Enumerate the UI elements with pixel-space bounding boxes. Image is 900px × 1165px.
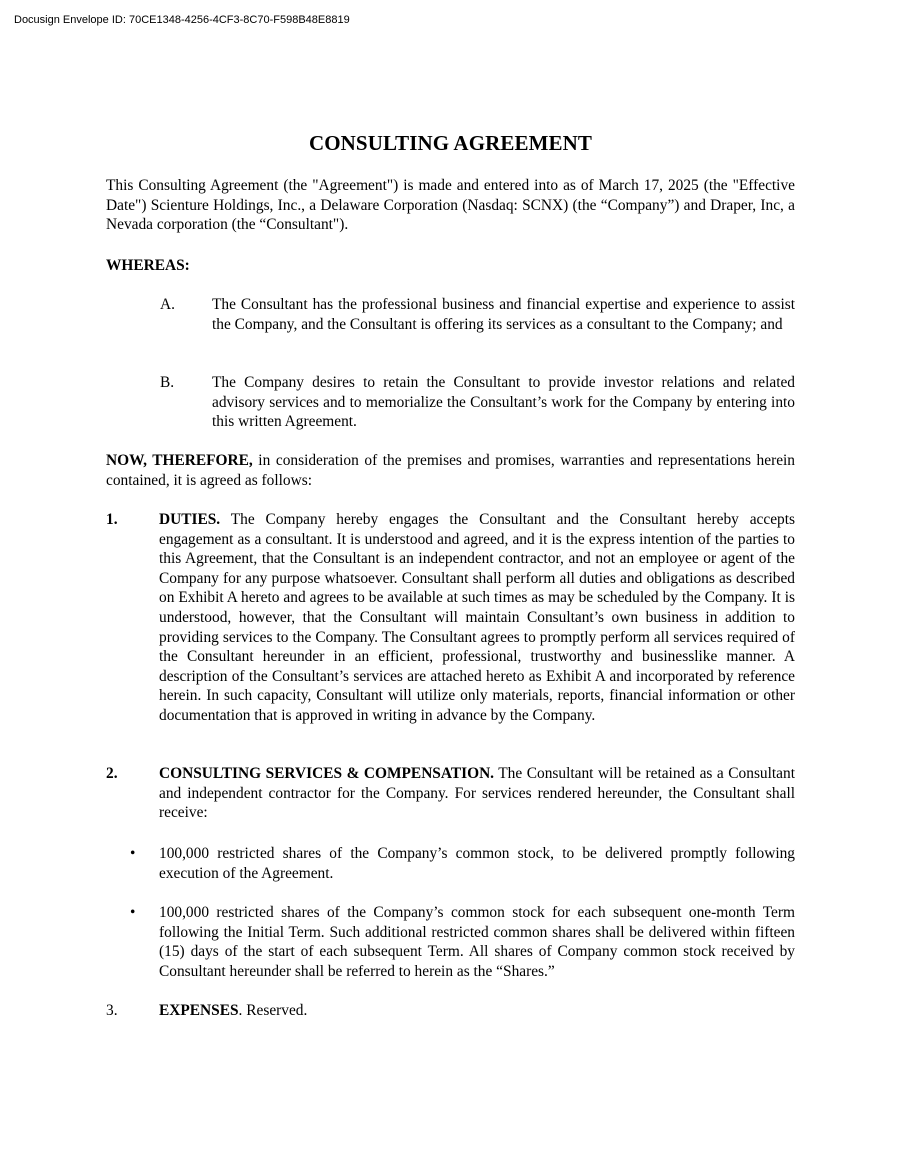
section-body xyxy=(159,510,795,726)
section-text: The Company hereby engages the Consultant and the Consultant hereby accepts engagement as a consultant. It is understood and agreed, and it is the express intention of the parties to this Agreement, that the Consultant is an independent contractor, and not an employee or agent of the Company for any purpose whatsoever. Consultant shall perform all duties and obligations as described on Exhibit A hereto and agrees to be available at such times as may be scheduled by the Company. It is understood, however, that the Consultant will maintain Consultant’s own business in addition to providing services to the Company. The Consultant agrees to promptly perform all services required of the Consultant hereunder in an efficient, professional, trustworthy and businesslike manner. A description of the Consultant’s services are attached hereto as Exhibit A and incorporated by reference herein. In such capacity, Consultant will utilize only materials, reports, financial information or other documentation that is approved in writing in advance by the Company. xyxy=(159,511,795,724)
section-heading: EXPENSES xyxy=(159,1002,239,1019)
recital-letter: A. xyxy=(160,296,175,313)
section-heading: CONSULTING SERVICES & COMPENSATION. xyxy=(159,765,495,782)
whereas-heading: WHEREAS: xyxy=(106,257,190,274)
envelope-id: Docusign Envelope ID: 70CE1348-4256-4CF3-8C70-F598B48E8819 xyxy=(14,14,350,26)
document-title: CONSULTING AGREEMENT xyxy=(308,131,593,155)
section-number: 2. xyxy=(106,765,118,782)
bullet-icon: • xyxy=(130,904,136,921)
recital-letter: B. xyxy=(160,374,175,391)
section-text: . Reserved. xyxy=(238,1002,308,1019)
bullet-text: 100,000 restricted shares of the Company’s common stock for each subsequent one-month Term following the Initial Term. Such additional restricted common shares shall be delivered within fifteen (15) days of the start of each subsequent Term. All shares of Company common stock received by Consultant hereunder shall be referred to herein as the “Shares.” xyxy=(159,904,795,980)
bullet-icon: • xyxy=(130,845,136,862)
now-therefore-paragraph xyxy=(106,451,795,490)
now-therefore-lead: NOW, THEREFORE, xyxy=(106,452,253,469)
section-number: 1. xyxy=(106,511,118,528)
section-text: The Consultant will be retained as a Consultant and independent contractor for the Company. For services rendered hereunder, the Consultant shall receive: xyxy=(159,765,795,822)
recital-text: The Company desires to retain the Consultant to provide investor relations and related advisory services and to memorialize the Consultant’s work for the Company by entering into this written Agreement. xyxy=(212,374,795,431)
section-heading: DUTIES. xyxy=(159,511,221,528)
bullet-text: 100,000 restricted shares of the Company’s common stock, to be delivered promptly following execution of the Agreement. xyxy=(159,845,795,882)
now-therefore-text: in consideration of the premises and promises, warranties and representations herein contained, it is agreed as follows: xyxy=(106,452,795,489)
recital-text: The Consultant has the professional business and financial expertise and experience to assist the Company, and the Consultant is offering its services as a consultant to the Company; and xyxy=(212,296,795,333)
intro-paragraph: This Consulting Agreement (the "Agreement") is made and entered into as of March 17, 2025 (the "Effective Date") Scienture Holdings, Inc., a Delaware Corporation (Nasdaq: SCNX) (the “Company”) and Draper, Inc, a Nevada corporation (the “Consultant"). xyxy=(106,177,795,234)
section-body xyxy=(159,1001,795,1021)
section-number: 3. xyxy=(106,1002,118,1019)
section-body xyxy=(159,764,795,823)
